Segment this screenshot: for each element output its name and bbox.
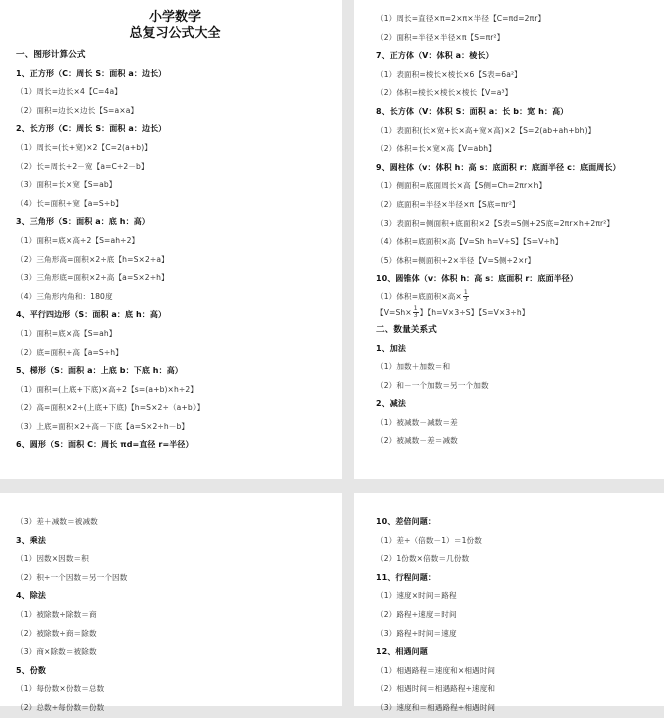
- page-4-content: [376, 513, 658, 718]
- subsection-heading: 1、加法: [376, 343, 406, 353]
- formula-line: （2）高=面积×2÷(上底+下底)【h=S×2÷（a+b）】: [16, 403, 205, 413]
- page-2-content-a: [376, 10, 658, 289]
- section-heading: 一、图形计算公式: [16, 50, 86, 60]
- formula-line: （2）面积=半径×半径×π【S=πr²】: [376, 32, 505, 42]
- formula-line: （1）表面积=棱长×棱长×6【S表=6a²】: [376, 69, 522, 79]
- doc-title: 小学数学: [148, 10, 201, 25]
- formula-line: （1）面积=(上底+下底)×高÷2【s=(a+b)×h÷2】: [16, 384, 199, 394]
- formula-line: （1）差÷（倍数－1）＝1份数: [376, 535, 482, 545]
- formula-line: （1）周长=边长×4【C=4a】: [16, 87, 122, 97]
- subsection-heading: 5、份数: [16, 665, 46, 675]
- formula-line: （3）差＋减数＝被减数: [16, 517, 98, 526]
- page-3-content: [16, 513, 334, 718]
- formula-line: （1）面积=底×高÷2【S=ah÷2】: [16, 235, 140, 245]
- formula-line: （3）面积=长×宽【S=ab】: [16, 180, 117, 190]
- formula-line: （2）被减数－差＝减数: [376, 436, 458, 446]
- formula-line: （2）积÷一个因数＝另一个因数: [16, 572, 128, 582]
- formula-line: （3）三角形底=面积×2÷高【a=S×2÷h】: [16, 273, 169, 283]
- subsection-heading: 3、乘法: [16, 535, 46, 545]
- fraction-one-third: [463, 290, 469, 303]
- page-2-content-b: [376, 321, 658, 451]
- formula-line: （2）面积=边长×边长【S=a×a】: [16, 105, 139, 115]
- formula-line: （1）被除数÷除数＝商: [16, 609, 97, 619]
- formula-line: （3）表面积=侧面积+底面积×2【S表=S侧+2S底=2πr×h+2πr²】: [376, 218, 615, 228]
- formula-line: （2）三角形高=面积×2÷底【h=S×2÷a】: [16, 254, 169, 264]
- fraction-one-third: [413, 306, 419, 319]
- subsection-heading: 6、圆形（S：面积 C：周长 πd=直径 r=半径）: [16, 440, 194, 450]
- formula-line: （1）每份数×份数＝总数: [16, 684, 105, 694]
- formula-line: （2）1份数×倍数＝几份数: [376, 554, 470, 564]
- fraction-denominator: 3: [463, 296, 468, 304]
- formula-line: （1）侧面积=底面周长×高【S侧=Ch=2πr×h】: [376, 181, 547, 191]
- subsection-heading: 4、平行四边形（S：面积 a：底 h：高）: [16, 310, 167, 320]
- formula-line: （1）速度×时间＝路程: [376, 591, 457, 601]
- section-heading: 二、数量关系式: [376, 324, 437, 335]
- subsection-heading: 2、减法: [376, 399, 406, 409]
- subsection-heading: 12、相遇问题: [376, 647, 428, 657]
- subsection-heading: 8、长方体（V：体积 S：面积 a：长 b：宽 h：高）: [376, 106, 569, 116]
- formula-line: （1）周长=(长+宽)×2【C=2(a+b)】: [16, 142, 152, 152]
- formula-line: （4）长=面积÷宽【a=S÷b】: [16, 198, 123, 208]
- formula-line: （3）上底=面积×2÷高－下底【a=S×2÷h－b】: [16, 421, 190, 431]
- subsection-heading: 2、长方形（C：周长 S：面积 a：边长）: [16, 124, 167, 134]
- formula-line: （2）相遇时间＝相遇路程÷速度和: [376, 684, 496, 694]
- document-page-4: [354, 493, 664, 712]
- page-1-content: [16, 46, 334, 455]
- document-page-3: [0, 493, 342, 712]
- cone-volume-line: [376, 289, 658, 305]
- cone-volume-text: （1）体积=底面积×高×: [376, 291, 462, 301]
- subsection-heading: 3、三角形（S：面积 a：底 h：高）: [16, 217, 150, 227]
- formula-line: （1）被减数－减数＝差: [376, 417, 458, 427]
- cone-formula-line: [376, 305, 658, 321]
- formula-line: （2）被除数÷商＝除数: [16, 628, 97, 638]
- formula-line: （2）体积=长×宽×高【V=abh】: [376, 144, 496, 154]
- subsection-heading: 4、除法: [16, 591, 46, 601]
- formula-line: （1）周长=直径×π=2×π×半径【C=πd=2πr】: [376, 14, 546, 23]
- subsection-heading: 5、梯形（S：面积 a：上底 b：下底 h：高）: [16, 366, 183, 376]
- formula-line: （1）因数×因数＝积: [16, 554, 89, 564]
- subsection-heading: 10、圆锥体（v：体积 h：高 s：底面积 r：底面半径）: [376, 274, 579, 284]
- subsection-heading: 9、圆柱体（v：体积 h：高 s：底面积 r：底面半径 c：底面周长）: [376, 162, 621, 172]
- formula-line: （2）路程÷速度＝时间: [376, 609, 457, 619]
- cone-formula-post: 】【h=V×3÷S】【S=V×3÷h】: [419, 307, 530, 317]
- formula-line: （1）表面积(长×宽+长×高+宽×高)×2【S=2(ab+ah+bh)】: [376, 125, 596, 135]
- formula-line: （1）相遇路程＝速度和×相遇时间: [376, 665, 496, 675]
- doc-subtitle: 总复习公式大全: [129, 26, 221, 41]
- formula-line: （2）长=周长÷2－宽【a=C÷2－b】: [16, 161, 149, 171]
- fraction-numerator: 1: [463, 289, 468, 297]
- fraction-numerator: 1: [413, 305, 418, 313]
- formula-line: （3）速度和＝相遇路程÷相遇时间: [376, 702, 496, 712]
- formula-line: （4）体积=底面积×高【V=Sh h=V÷S】【S=V÷h】: [376, 237, 563, 247]
- subsection-heading: 1、正方形（C：周长 S：面积 a：边长）: [16, 68, 167, 78]
- subsection-heading: 7、正方体（V：体积 a：棱长）: [376, 51, 494, 61]
- formula-line: （5）体积=侧面积÷2×半径【V=S侧÷2×r】: [376, 255, 536, 265]
- formula-line: （1）面积=底×高【S=ah】: [16, 328, 117, 338]
- formula-line: （2）和－一个加数＝另一个加数: [376, 380, 489, 390]
- formula-line: （1）加数＋加数＝和: [376, 362, 451, 372]
- formula-line: （2）底=面积÷高【a=S÷h】: [16, 347, 123, 357]
- formula-line: （3）路程÷时间＝速度: [376, 628, 457, 638]
- formula-line: （2）体积=棱长×棱长×棱长【V=a³】: [376, 88, 513, 98]
- formula-line: （3）商×除数＝被除数: [16, 647, 97, 657]
- formula-line: （4）三角形内角和：180度: [16, 291, 113, 301]
- formula-line: （2）总数÷每份数＝份数: [16, 702, 105, 712]
- subsection-heading: 11、行程问题：: [376, 572, 436, 582]
- document-page-2: [354, 0, 664, 479]
- cone-formula-pre: 【V=Sh×: [376, 307, 412, 317]
- document-page-1: [0, 0, 342, 479]
- subsection-heading: 10、差倍问题：: [376, 517, 436, 526]
- fraction-denominator: 3: [413, 312, 418, 320]
- formula-line: （2）底面积=半径×半径×π【S底=πr²】: [376, 199, 520, 209]
